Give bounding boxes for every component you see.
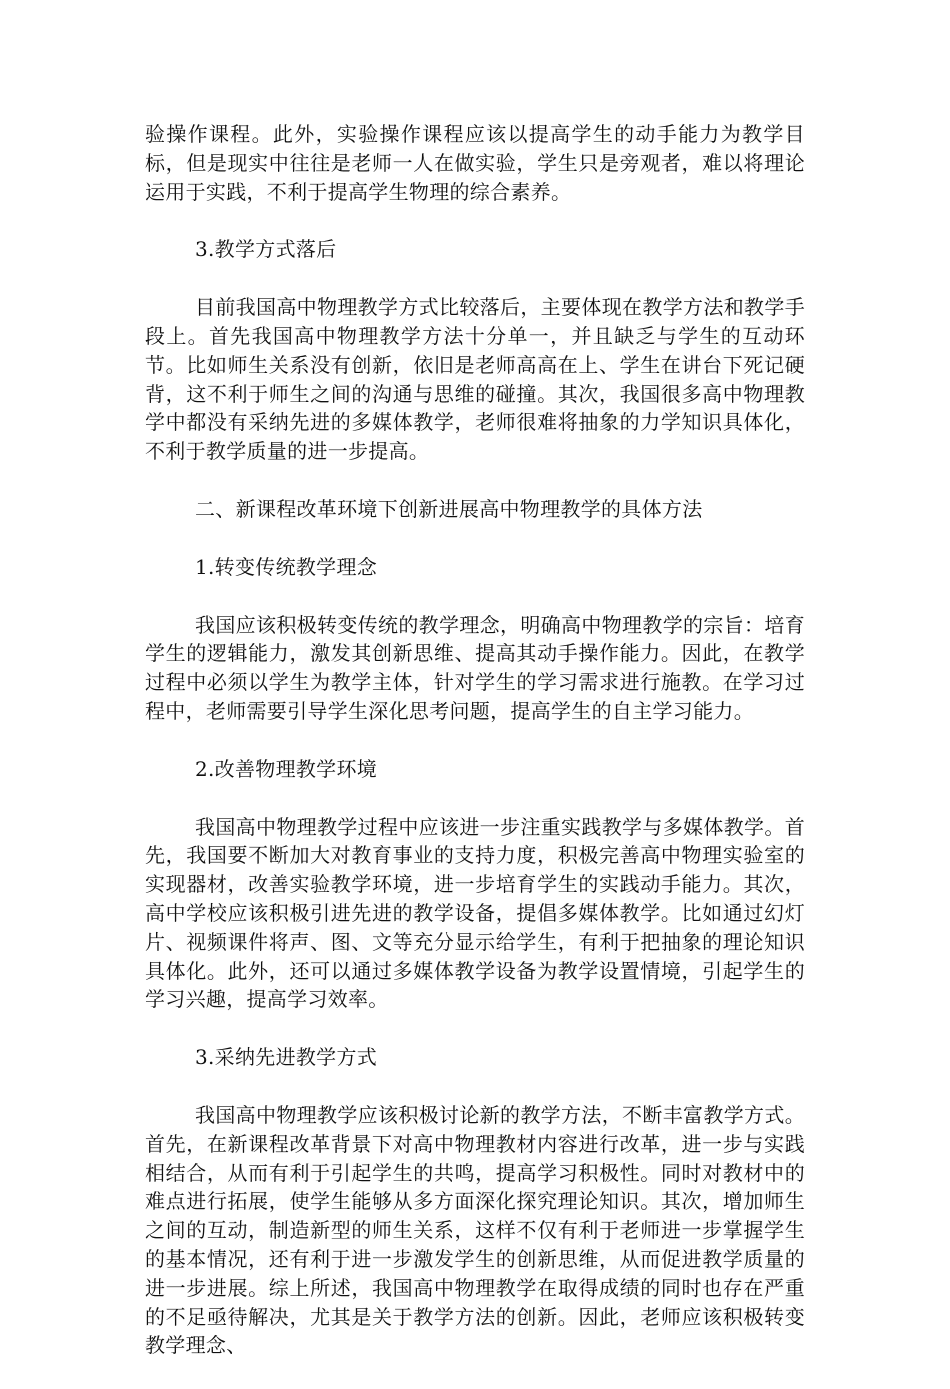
paragraph: 我国应该积极转变传统的教学理念，明确高中物理教学的宗旨：培育学生的逻辑能力，激发其创新思维、提高其动手操作能力。因此，在教学过程中必须以学生为教学主体，针对学生的学习需求进行施教。在学习过程中，老师需要引导学生深化思考问题，提高学生的自主学习能力。 [145,612,805,723]
paragraph: 我国高中物理教学过程中应该进一步注重实践教学与多媒体教学。首先，我国要不断加大对教育事业的支持力度，积极完善高中物理实验室的实现器材，改善实验教学环境，进一步培育学生的实践动手能力。其次，高中学校应该积极引进先进的教学设备，提倡多媒体教学。比如通过幻灯片、视频课件将声、图、文等充分显示给学生，有利于把抽象的理论知识具体化。此外，还可以通过多媒体教学设备为教学设置情境，引起学生的学习兴趣，提高学习效率。 [145,814,805,1012]
chapter-heading-two: 二、新课程改革环境下创新进展高中物理教学的具体方法 [195,496,703,521]
paragraph: 目前我国高中物理教学方式比较落后，主要体现在教学方法和教学手段上。首先我国高中物理教学方法十分单一，并且缺乏与学生的互动环节。比如师生关系没有创新，依旧是老师高高在上、学生在讲台下死记硬背，这不利于师生之间的沟通与思维的碰撞。其次，我国很多高中物理教学中都没有采纳先进的多媒体教学，老师很难将抽象的力学知识具体化，不利于教学质量的进一步提高。 [145,295,805,464]
section-heading-3-teaching-method-lagging: 3.教学方式落后 [195,237,337,262]
section-heading-2-improve-environment: 2.改善物理教学环境 [195,756,378,781]
section-heading-1-change-concept: 1.转变传统教学理念 [195,554,378,579]
paragraph-continued: 验操作课程。此外，实验操作课程应该以提高学生的动手能力为教学目标，但是现实中往往是老师一人在做实验，学生只是旁观者，难以将理论运用于实践，不利于提高学生物理的综合素养。 [145,122,805,204]
paragraph: 我国高中物理教学应该积极讨论新的教学方法，不断丰富教学方式。首先，在新课程改革背景下对高中物理教材内容进行改革，进一步与实践相结合，从而有利于引起学生的共鸣，提高学习积极性。同时对教材中的难点进行拓展，使学生能够从多方面深化探究理论知识。其次，增加师生之间的互动，制造新型的师生关系，这样不仅有利于老师进一步掌握学生的基本情况，还有利于进一步激发学生的创新思维，从而促进教学质量的进一步进展。综上所述，我国高中物理教学在取得成绩的同时也存在严重的不足亟待解决，尤其是关于教学方法的创新。因此，老师应该积极转变教学理念、 [145,1102,805,1358]
document-body [145,120,805,1389]
section-heading-3-adopt-methods: 3.采纳先进教学方式 [195,1045,378,1070]
